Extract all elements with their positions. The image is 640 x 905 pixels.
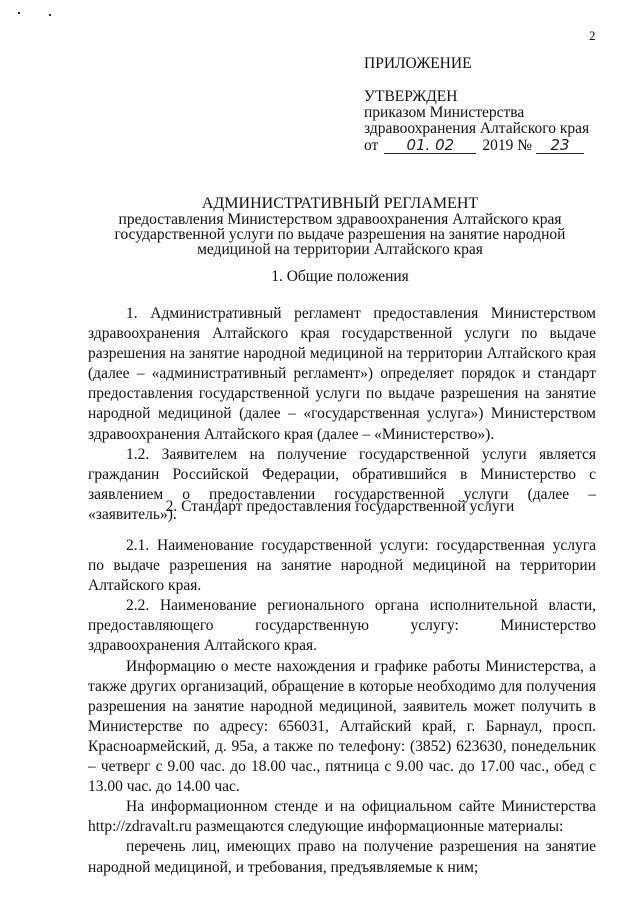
title-line-2: государственной услуги по выдаче разрешения на занятие народной <box>114 226 566 243</box>
from-label: от <box>364 137 379 154</box>
paragraph: 1.2. Заявителем на получение государственной услуги является гражданин Российской Федерации, обратившийся в Министерство с заявлением о предоставлении государственной услуги (далее – «заявитель»). <box>88 445 596 523</box>
paragraph: 2.1. Наименование государственной услуги: государственная услуга по выдаче разрешения на занятие народной медициной на территории Алтайского края. <box>88 537 596 595</box>
approved-label: УТВЕРЖДЕН <box>364 88 458 105</box>
section-1-body <box>88 304 596 525</box>
paragraph: Информацию о месте нахождения и графике работы Министерства, а также других организаций, обращение в которые необходимо для получения разрешения на занятие народной медициной, заявитель может получить в Министерстве по адресу: 656031, Алтайский край, г. Барнаул, просп. Красноармейский, д. 95а, а также по телефону: (3852) 623630, понедельник – четверг с 9.00 час. до 18.00 час., пятница с 9.00 час. до 17.00 час., обед с 13.00 час. до 14.00 час. <box>88 657 596 796</box>
handwritten-number: 23 <box>536 137 584 154</box>
page-number: 2 <box>589 28 596 43</box>
order-line-2: здравоохранения Алтайского края <box>364 120 590 137</box>
order-line-1: приказом Министерства <box>364 104 525 121</box>
title-main: АДМИНИСТРАТИВНЫЙ РЕГЛАМЕНТ <box>201 195 479 212</box>
section-1-heading: 1. Общие положения <box>271 268 409 285</box>
appendix-label: ПРИЛОЖЕНИЕ <box>364 55 472 72</box>
scan-speck <box>49 14 51 16</box>
order-date-line <box>364 137 589 154</box>
section-2-heading: 2. Стандарт предоставления государственной услуги <box>165 498 515 515</box>
document-title <box>90 196 590 257</box>
title-line-1: предоставления Министерством здравоохранения Алтайского края <box>118 211 562 228</box>
section-2-body <box>88 536 596 878</box>
approval-stamp <box>364 56 589 154</box>
scan-speck <box>18 12 20 14</box>
paragraph: На информационном стенде и на официальном сайте Министерства http://zdravalt.ru размещаются следующие информационные материалы: <box>88 798 596 836</box>
year-label: 2019 № <box>482 137 532 154</box>
paragraph: 1. Административный регламент предоставления Министерством здравоохранения Алтайского края государственной услуги по выдаче разрешения на занятие народной медициной на территории Алтайского края (далее – «административный регламент») определяет порядок и стандарт предоставления государственной услуги по выдаче разрешения на занятие народной медициной (далее – «государственная услуга») Министерством здравоохранения Алтайского края (далее – «Министерство»). <box>88 305 596 443</box>
title-line-3: медициной на территории Алтайского края <box>197 241 483 258</box>
paragraph: перечень лиц, имеющих право на получение разрешения на занятие народной медициной, и требования, предъявляемые к ним; <box>88 838 596 876</box>
paragraph: 2.2. Наименование регионального органа исполнительной власти, предоставляющего государственную услугу: Министерство здравоохранения Алтайского края. <box>88 597 596 655</box>
handwritten-date: 01. 02 <box>384 137 476 154</box>
